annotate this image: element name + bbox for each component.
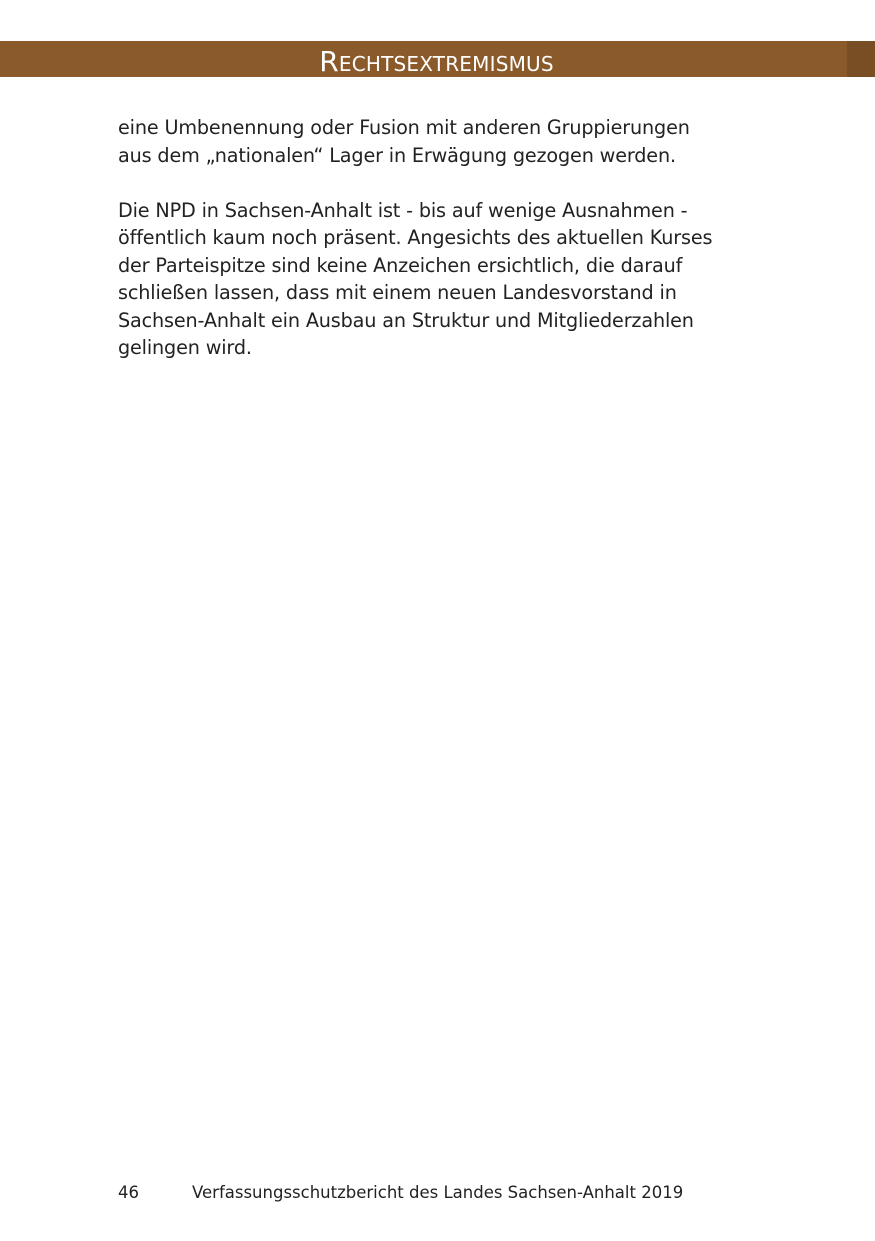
text-line: der Parteispitze sind keine Anzeichen ersichtlich, die darauf [118, 253, 683, 277]
paragraph [118, 197, 758, 362]
text-line: Sachsen-Anhalt ein Ausbau an Struktur und Mitgliederzahlen [118, 308, 694, 332]
text-line: eine Umbenennung oder Fusion mit anderen Gruppierungen [118, 116, 690, 139]
page-number: 46 [118, 1183, 139, 1202]
text-line: aus dem „nationalen“ Lager in Erwägung gezogen werden. [118, 143, 676, 167]
text-line: gelingen wird. [118, 336, 252, 359]
footer-text: Verfassungsschutzbericht des Landes Sachsen-Anhalt 2019 [192, 1183, 684, 1202]
text-line: Die NPD in Sachsen-Anhalt ist - bis auf wenige Ausnahmen - [118, 198, 688, 222]
document-body [118, 114, 758, 389]
text-line: schließen lassen, dass mit einem neuen Landesvorstand in [118, 281, 677, 304]
paragraph [118, 114, 758, 169]
text-line: öffentlich kaum noch präsent. Angesichts des aktuellen Kurses [118, 226, 713, 249]
section-title: Rechtsextremismus [319, 45, 554, 78]
